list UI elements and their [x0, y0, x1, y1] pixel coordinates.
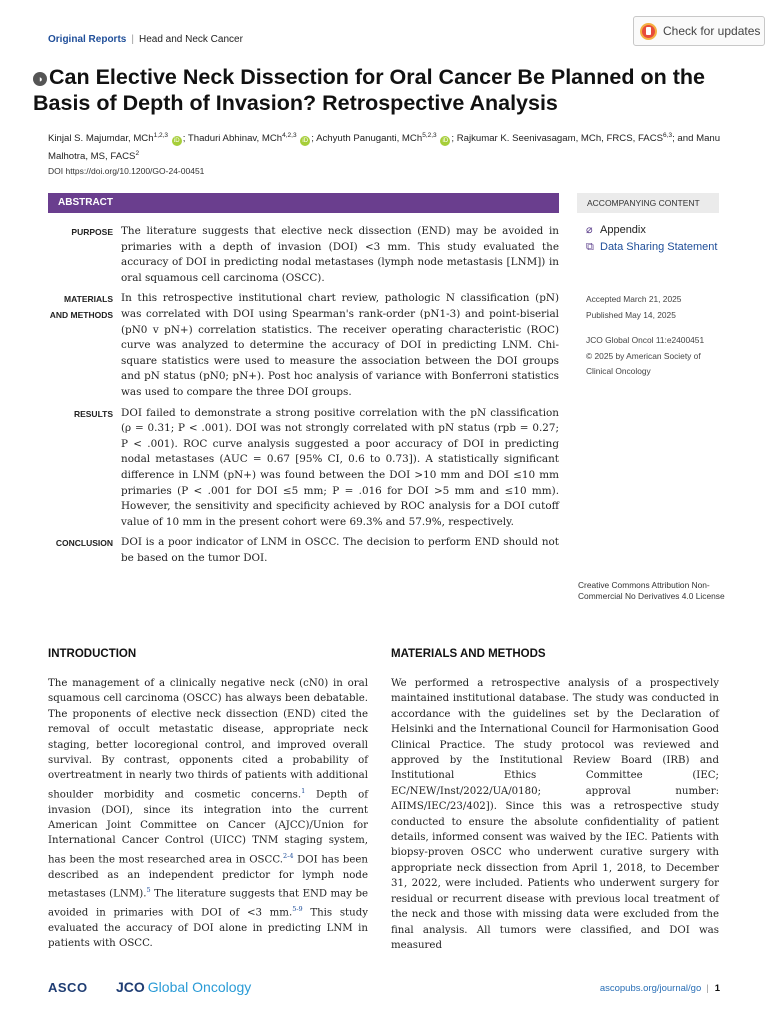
- accompanying-heading: ACCOMPANYING CONTENT: [577, 193, 719, 213]
- methods-paragraph: We performed a retrospective analysis of a prospectively maintained institutional database. The study was conducted in accordance with the guidelines set by the Declaration of Helsinki and the International Council for Harmonisation Good Clinical Practice. The study protocol was reviewed and approved by the Institutional Review Board (IRB) and Institutional Ethics Committee (IEC; EC/NEW/Inst/2022/UA/0180; approval number: AIIMS/IEC/23/402]). Since this was a retrospective study conducted to ensure the absolute confidentiality of patient details, informed consent was waived by the IEC. Patients with biopsy-proven OSCC who underwent curative surgery with appropriate neck dissection from April 1, 2018, to December 31, 2022, were included. Patients who underwent surgery for residual or recurrent disease with previous local treatment of the neck and those with missing data were excluded from the final analysis. All tumors were classified, and DOI was measured: [391, 678, 719, 951]
- journal-url[interactable]: ascopubs.org/journal/go: [599, 983, 702, 994]
- reference-link[interactable]: 5: [146, 886, 151, 895]
- introduction-column: [48, 648, 368, 951]
- introduction-paragraph: The management of a clinically negative neck (cN0) in oral squamous cell carcinoma (OSCC) has always been debatable. The proponents of elective neck dissection (END) cited the removal of occult metastatic disease, appropriate neck staging, better locoregional control, and improved overall survival. By contrast, opponents cited a probability of overtreatment in nearly two thirds of patients with additional shoulder morbidity and cosmetic concerns.$^1$ Depth of invasion (DOI), since its integration into the current American Joint Committee on Cancer (AJCC)/Union for International Cancer Control (UICC) TNM staging system, has been the most researched area in OSCC.$^{2-4}$ DOI has been described as an independent predictor for lymph node metastases (LNM).$^5$ The literature suggests that END may be avoided in primaries with DOI of <3 mm.$^{5-9}$ This study evaluated the accuracy of DOI alone in predicting LNM in patients with OSCC.: [48, 678, 369, 950]
- article-metadata: [586, 292, 726, 380]
- page-number: 1: [714, 983, 720, 994]
- open-access-icon: ◑: [33, 72, 47, 86]
- crossmark-icon: [640, 23, 657, 40]
- conclusion-text: DOI is a poor indicator of LNM in OSCC. The decision to perform END should not be based on the tumor DOI.: [121, 536, 559, 564]
- introduction-heading: INTRODUCTION: [48, 648, 137, 660]
- external-link-icon: ⧉: [586, 241, 594, 253]
- accepted-date: Accepted March 21, 2025: [586, 294, 682, 304]
- abstract: [48, 224, 559, 566]
- methods-label: MATERIALS AND METHODS: [49, 294, 113, 320]
- orcid-icon[interactable]: iD: [300, 136, 310, 146]
- reference-link[interactable]: 1: [301, 786, 306, 795]
- paperclip-icon: ⌀: [586, 224, 593, 236]
- methods-heading: MATERIALS AND METHODS: [391, 648, 546, 660]
- methods-text: In this retrospective institutional chart review, pathologic N classification (pN) was correlated with DOI using Spearman's rank-order (pN1-3) and point-biserial (pN0 v pN+) correlation statistics. The receiver operating characteristic (ROC) curve was analyzed to determine the accuracy of DOI in predicting LNM. Chi-square statistics were used to measure the association between the DOI groups and pN status (pN0; pN+). Post hoc analysis of variance with Bonferroni statistics was used to compare the three DOI groups.: [121, 292, 559, 398]
- jco-logo: JCO Global Oncology: [116, 979, 252, 995]
- doi-link[interactable]: DOI https://doi.org/10.1200/GO-24-00451: [48, 166, 205, 176]
- author-name[interactable]: Thaduri Abhinav, MCh: [187, 133, 283, 145]
- reference-link[interactable]: 5-9: [292, 904, 303, 913]
- author-list: Kinjal S. Majumdar, MCh$^{1,2,3}$ iD ; Thaduri Abhinav, MCh$^{4,2,3}$ iD ; Achyuth Panuganti, MCh$^{5,2,3}$ iD ; Rajkumar K. Seenivasagam, MCh, FRCS, FACS$^{6,3}$; and Manu Malhotra, MS, FACS$^2$: [48, 132, 721, 163]
- license-text[interactable]: Creative Commons Attribution Non-Commercial No Derivatives 4.0 License: [578, 580, 725, 601]
- results-text: DOI failed to demonstrate a strong positive correlation with the pN classification (ρ = 0.31; P < .001). DOI was not strongly correlated with pN status (rpb = 0.27; P < .001). ROC curve analysis suggested a poor accuracy of DOI in predicting nodal metastases (AUC = 0.67 [95% CI, 0.6 to 0.73]). A statistically significant difference in LNM (pN+) was found between the DOI >10 mm and DOI ≤10 mm primaries (P < .001 for DOI ≤5 mm; P = .016 for DOI >5 mm and ≤10 mm). However, the sensitivity and specificity achieved by ROC analysis for a DOI cutoff value of 10 mm in the present cohort were 69.3% and 57.9%, respectively.: [121, 406, 559, 528]
- reference-link[interactable]: 2-4: [283, 851, 294, 860]
- orcid-icon[interactable]: iD: [172, 136, 182, 146]
- article-title: ◑ Can Elective Neck Dissection for Oral Cancer Be Planned on the Basis of Depth of Invasion? Retrospective Analysis: [33, 65, 705, 115]
- author-name[interactable]: Rajkumar K. Seenivasagam, MCh, FRCS, FACS: [456, 133, 664, 145]
- check-for-updates-button[interactable]: [633, 16, 765, 46]
- purpose-label: PURPOSE: [71, 227, 113, 237]
- abstract-heading: ABSTRACT: [48, 193, 559, 213]
- purpose-text: The literature suggests that elective neck dissection (END) may be avoided in primaries with a depth of invasion (DOI) <3 mm. This study evaluated the accuracy of DOI in predicting nodal metastases (lymph node metastasis [LNM]) in oral squamous cell carcinoma (OSCC).: [121, 225, 559, 284]
- article-section-bar: Original Reports | Head and Neck Cancer: [48, 34, 243, 45]
- page-footer: ASCO JCO Global Oncology ascopubs.org/journal/go | 1: [48, 979, 720, 995]
- data-sharing-link[interactable]: ⧉ Data Sharing Statement: [586, 241, 718, 253]
- copyright: © 2025 by American Society of Clinical Oncology: [586, 350, 701, 377]
- check-updates-label: Check for updates: [663, 24, 761, 38]
- orcid-icon[interactable]: iD: [440, 136, 450, 146]
- appendix-link[interactable]: ⌀ Appendix: [586, 224, 646, 236]
- conclusion-label: CONCLUSION: [55, 538, 113, 549]
- published-date: Published May 14, 2025: [586, 309, 676, 320]
- results-label: RESULTS: [73, 408, 113, 419]
- author-name[interactable]: Achyuth Panuganti, MCh: [316, 133, 423, 145]
- author-name[interactable]: Manu Malhotra, MS, FACS: [48, 133, 721, 163]
- citation: JCO Global Oncol 11:e2400451: [586, 335, 705, 346]
- methods-column: [391, 648, 719, 953]
- category-label: Head and Neck Cancer: [138, 34, 243, 45]
- accompanying-content: [586, 224, 726, 258]
- asco-logo: ASCO: [48, 980, 88, 995]
- section-link[interactable]: Original Reports: [48, 34, 127, 45]
- author-name[interactable]: Kinjal S. Majumdar, MCh: [48, 133, 154, 145]
